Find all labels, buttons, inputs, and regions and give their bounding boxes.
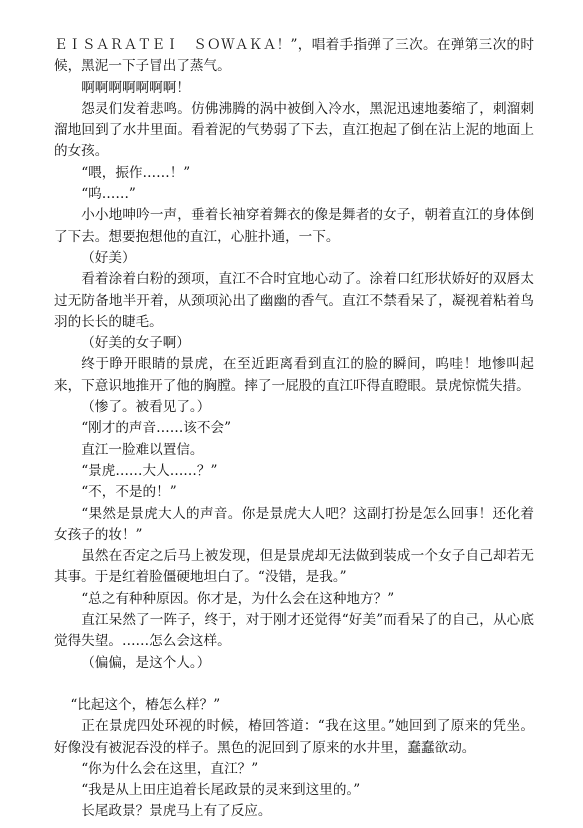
paragraph: “喂，振作……！” xyxy=(81,164,191,181)
paragraph: 直江一脸难以置信。 xyxy=(81,441,204,458)
paragraph: 长尾政景？景虎马上有了反应。 xyxy=(81,803,272,820)
paragraph: （好美的女子啊） xyxy=(81,335,190,352)
paragraph: （好美） xyxy=(81,249,136,266)
body-text xyxy=(54,35,534,823)
paragraph: “总之有种种原因。你才是，为什么会在这种地方？” xyxy=(81,590,395,607)
paragraph: （惨了。被看见了。） xyxy=(81,399,211,416)
paragraph: “果然是景虎大人的声音。你是景虎大人吧？这副打扮是怎么回事！还化着女孩子的妆！” xyxy=(54,505,534,543)
paragraph: 看着涂着白粉的颈项，直江不合时宜地心动了。涂着口红形状娇好的双唇太过无防备地半开着，从颈项沁出了幽幽的香气。直江不禁看呆了，凝视着粘着鸟羽的长长的睫毛。 xyxy=(54,271,534,330)
paragraph: “比起这个，椿怎么样？” xyxy=(70,696,221,713)
paragraph: 直江呆然了一阵子，终于，对于刚才还觉得“好美”而看呆了的自己，从心底觉得失望。……怎么会这样。 xyxy=(54,612,534,650)
paragraph: “不，不是的！” xyxy=(81,484,177,501)
paragraph: 正在景虎四处环视的时候，椿回答道：“我在这里。”她回到了原来的凭坐。好像没有被泥吞没的样子。黑色的泥回到了原来的水井里，蠢蠢欲动。 xyxy=(54,718,534,756)
paragraph: 小小地呻吟一声，垂着长袖穿着舞衣的像是舞者的女子，朝着直江的身体倒了下去。想要抱想他的直江，心脏扑通，一下。 xyxy=(54,207,534,245)
section-break xyxy=(54,674,534,695)
paragraph: ＥＩＳＡＲＡＴＥＩ ＳＯＷＡＫＡ！”，唱着手指弹了三次。在弹第三次的时候，黑泥一下子冒出了蒸气。 xyxy=(54,37,534,75)
paragraph: 怨灵们发着悲鸣。仿佛沸腾的涡中被倒入冷水，黑泥迅速地萎缩了，刺溜刺溜地回到了水井里面。看着泥的气势弱了下去，直江抱起了倒在沾上泥的地面上的女孩。 xyxy=(54,100,534,160)
paragraph: “景虎……大人……？” xyxy=(81,462,218,479)
paragraph: （偏偏，是这个人。） xyxy=(81,654,211,671)
paragraph: “我是从上田庄追着长尾政景的灵来到这里的。” xyxy=(81,782,361,799)
paragraph: 终于睁开眼睛的景虎，在至近距离看到直江的脸的瞬间，呜哇！地惨叫起来，下意识地推开了他的胸膛。摔了一屁股的直江吓得直瞪眼。景虎惊慌失措。 xyxy=(54,356,534,394)
paragraph: 啊啊啊啊啊啊啊！ xyxy=(81,79,190,96)
paragraph: “你为什么会在这里，直江？” xyxy=(81,760,259,777)
paragraph: “刚才的声音……该不会” xyxy=(81,420,232,437)
paragraph: 虽然在否定之后马上被发现，但是景虎却无法做到装成一个女子自己却若无其事。于是红着脸僵硬地坦白了。“没错，是我。” xyxy=(54,548,534,586)
paragraph: “呜……” xyxy=(81,186,136,203)
